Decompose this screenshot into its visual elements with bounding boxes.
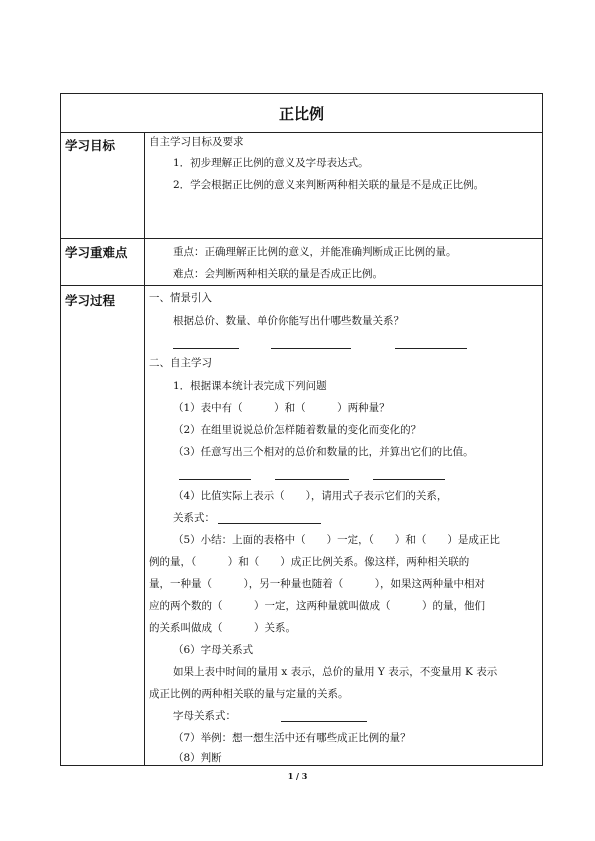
answer-blank bbox=[179, 479, 251, 480]
process-line: 的关系叫做成（ ）关系。 bbox=[149, 622, 296, 634]
focus-text: 重点：正确理解正比例的意义，并能准确判断成正比例的量。 bbox=[173, 246, 457, 258]
lesson-table bbox=[60, 93, 543, 766]
process-line: 应的两个数的（ ）一定，这两种量就叫做成（ ）的量，他们 bbox=[149, 600, 485, 612]
divider bbox=[61, 132, 542, 133]
section-heading: 一、情景引入 bbox=[149, 292, 212, 304]
divider bbox=[61, 238, 542, 239]
process-line: 字母关系式： bbox=[173, 710, 236, 722]
column-divider bbox=[144, 132, 145, 765]
keypoints-label: 学习重难点 bbox=[65, 245, 128, 260]
process-line: （5）小结：上面的表格中（ ）一定，（ ）和（ ）是成正比 bbox=[173, 534, 500, 546]
process-line: （7）举例：想一想生活中还有哪些成正比例的量？ bbox=[173, 732, 411, 744]
goal-item: 1．初步理解正比例的意义及字母表达式。 bbox=[173, 157, 369, 169]
divider bbox=[61, 285, 542, 286]
process-line: （4）比值实际上表示（ ），请用式子表示它们的关系， bbox=[173, 490, 448, 502]
process-line: 成正比例的两种相关联的量与定量的关系。 bbox=[149, 688, 349, 700]
process-line: 量，一种量（ ），另一种量也随着（ ），如果这两种量中相对 bbox=[149, 578, 485, 590]
process-line: 1．根据课本统计表完成下列问题 bbox=[173, 380, 327, 392]
answer-blank bbox=[395, 348, 467, 349]
answer-blank bbox=[218, 523, 321, 524]
answer-blank bbox=[373, 479, 445, 480]
page-title: 正比例 bbox=[278, 104, 324, 123]
process-line: 关系式： bbox=[173, 512, 215, 524]
answer-blank bbox=[271, 348, 351, 349]
process-line: （8）判断 bbox=[173, 752, 222, 764]
answer-blank bbox=[281, 721, 367, 722]
process-line: （2）在组里说说总价怎样随着数量的变化而变化的？ bbox=[173, 424, 422, 436]
answer-blank bbox=[173, 348, 239, 349]
process-line: 如果上表中时间的量用 x 表示，总价的量用 Y 表示，不变量用 K 表示 bbox=[173, 666, 498, 678]
goals-heading: 自主学习目标及要求 bbox=[149, 136, 244, 148]
process-line: （1）表中有（ ）和（ ）两种量？ bbox=[173, 402, 390, 414]
process-line: （6）字母关系式 bbox=[173, 644, 254, 656]
process-line: （3）任意写出三个相对的总价和数量的比，并算出它们的比值。 bbox=[173, 446, 474, 458]
section-heading: 二、自主学习 bbox=[149, 357, 212, 369]
page-number: 1 / 3 bbox=[287, 771, 308, 781]
process-line: 根据总价、数量、单价你能写出什哪些数量关系？ bbox=[173, 315, 404, 327]
difficulty-text: 难点：会判断两种相关联的量是否成正比例。 bbox=[173, 268, 383, 280]
process-label: 学习过程 bbox=[65, 293, 116, 308]
answer-blank bbox=[275, 479, 349, 480]
goal-item: 2．学会根据正比例的意义来判断两种相关联的量是不是成正比例。 bbox=[173, 179, 485, 191]
process-line: 例的量，（ ）和（ ）成正比例关系。像这样，两种相关联的 bbox=[149, 556, 470, 568]
goals-label: 学习目标 bbox=[65, 138, 116, 153]
